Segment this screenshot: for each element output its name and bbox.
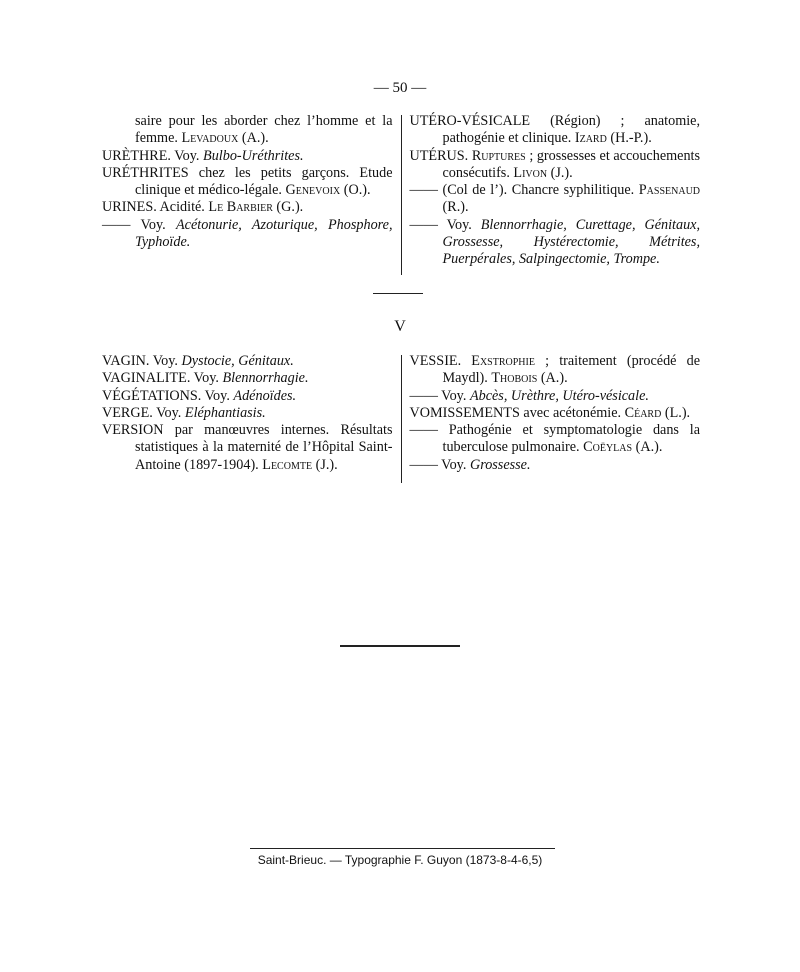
entry-text: (O.).: [340, 182, 371, 199]
entry-text: —— (Col de l’). Chancre syphilitique.: [409, 182, 639, 199]
entry-text: (J.).: [312, 456, 338, 473]
index-column-right: [402, 353, 701, 483]
author-name: Livon: [513, 164, 548, 181]
entry-text: (A.).: [238, 130, 269, 147]
section-letter: V: [394, 318, 406, 335]
index-entry: [102, 388, 393, 405]
author-name: Izard: [574, 130, 607, 147]
cross-reference: Blennorrhagie, Curettage, Génitaux, Grossesse, Hystérectomie, Métrites, Puerpérales, Salpingectomie, Trompe.: [442, 216, 701, 268]
cross-reference: Dystocie, Génitaux.: [181, 353, 294, 369]
index-entry: [102, 199, 393, 216]
page-number: — 50 —: [373, 80, 427, 96]
index-column-left: [102, 353, 401, 483]
index-entry: [410, 182, 701, 217]
entry-text: VAGIN. Voy.: [102, 353, 182, 369]
index-entry: [102, 165, 393, 200]
index-entry: [410, 457, 701, 474]
author-name: Thobois: [491, 370, 538, 387]
index-top-section: [102, 113, 700, 275]
entry-text: (A.).: [537, 370, 568, 387]
index-column-right: [402, 113, 701, 275]
index-entry: [102, 405, 393, 422]
index-entry: [102, 353, 393, 370]
entry-text: VERSION par manœuvres internes. Résultats statistiques à la maternité de l’Hôpital Saint-Antoine (1897-1904).: [102, 422, 393, 473]
author-name: Coëylas: [583, 439, 633, 456]
entry-text: VERGE. Voy.: [102, 404, 185, 421]
index-entry: [410, 148, 701, 183]
entry-text: —— Voy.: [409, 216, 481, 233]
index-entry: [410, 388, 701, 405]
cross-reference: Eléphantiasis.: [184, 404, 266, 421]
cross-reference: Acétonurie, Azoturique, Phosphore, Typhoïde.: [135, 216, 393, 251]
author-name: Exstrophie: [471, 353, 535, 369]
author-name: Lecomte: [262, 456, 313, 473]
entry-text: —— Pathogénie et symptomatologie dans la tuberculose pulmonaire.: [409, 422, 701, 456]
cross-reference: Bulbo-Uréthrites.: [203, 147, 304, 164]
cross-reference: Adénoïdes.: [233, 387, 297, 404]
section-rule: [373, 293, 423, 294]
entry-text: UTÉRUS.: [409, 147, 472, 164]
author-name: Passenaud: [638, 182, 701, 199]
entry-text: VÉGÉTATIONS. Voy.: [102, 387, 234, 404]
entry-text: (G.).: [272, 199, 304, 216]
entry-text: (A.).: [632, 439, 663, 456]
index-bottom-section: [102, 353, 700, 483]
author-name: Céard: [624, 404, 662, 421]
entry-text: ; traitement (procédé de Maydl).: [442, 353, 701, 387]
index-entry: [102, 113, 393, 148]
cross-reference: Grossesse.: [469, 456, 531, 473]
index-entry: [102, 148, 393, 165]
index-entry: [410, 422, 701, 457]
author-name: Genevoix: [285, 182, 341, 199]
entry-text: VAGINALITE. Voy.: [102, 370, 223, 387]
index-entry: [102, 217, 393, 252]
entry-text: —— Voy.: [102, 216, 177, 233]
index-entry: [410, 353, 701, 388]
entry-text: VESSIE.: [409, 353, 472, 369]
entry-text: —— Voy.: [409, 456, 470, 473]
author-name: Ruptures: [471, 147, 526, 164]
index-entry: [410, 405, 701, 422]
entry-text: URÉTHRITES chez les petits garçons. Etude clinique et médico-légale.: [102, 164, 393, 199]
author-name: Levadoux: [181, 130, 239, 147]
cross-reference: Abcès, Urèthre, Utéro-vésicale.: [469, 387, 649, 404]
entry-text: saire pour les aborder chez l’homme et la femme.: [135, 113, 393, 147]
cross-reference: Blennorrhagie.: [222, 370, 309, 387]
index-entry: [410, 113, 701, 148]
printer-footer: Saint-Brieuc. — Typographie F. Guyon (1873-8-4-6,5): [257, 853, 543, 867]
entry-text: URÈTHRE. Voy.: [102, 147, 204, 164]
footer-rule: [250, 848, 555, 849]
index-column-left: [102, 113, 401, 275]
author-name: Le Barbier: [208, 199, 273, 216]
entry-text: —— Voy.: [409, 387, 470, 404]
entry-text: ; grossesses et accouchements consécutifs.: [442, 147, 701, 181]
entry-text: UTÉRO-VÉSICALE (Région) ; anatomie, pathogénie et clinique.: [409, 113, 701, 147]
index-entry: [102, 422, 393, 474]
entry-text: (J.).: [547, 164, 573, 181]
entry-text: (L.).: [661, 404, 691, 421]
entry-text: VOMISSEMENTS avec acétonémie.: [409, 404, 625, 421]
end-rule: [340, 645, 460, 647]
index-entry: [410, 217, 701, 269]
index-entry: [102, 370, 393, 387]
entry-text: URINES. Acidité.: [102, 199, 209, 216]
entry-text: (H.-P.).: [606, 130, 652, 147]
entry-text: (R.).: [442, 199, 469, 216]
